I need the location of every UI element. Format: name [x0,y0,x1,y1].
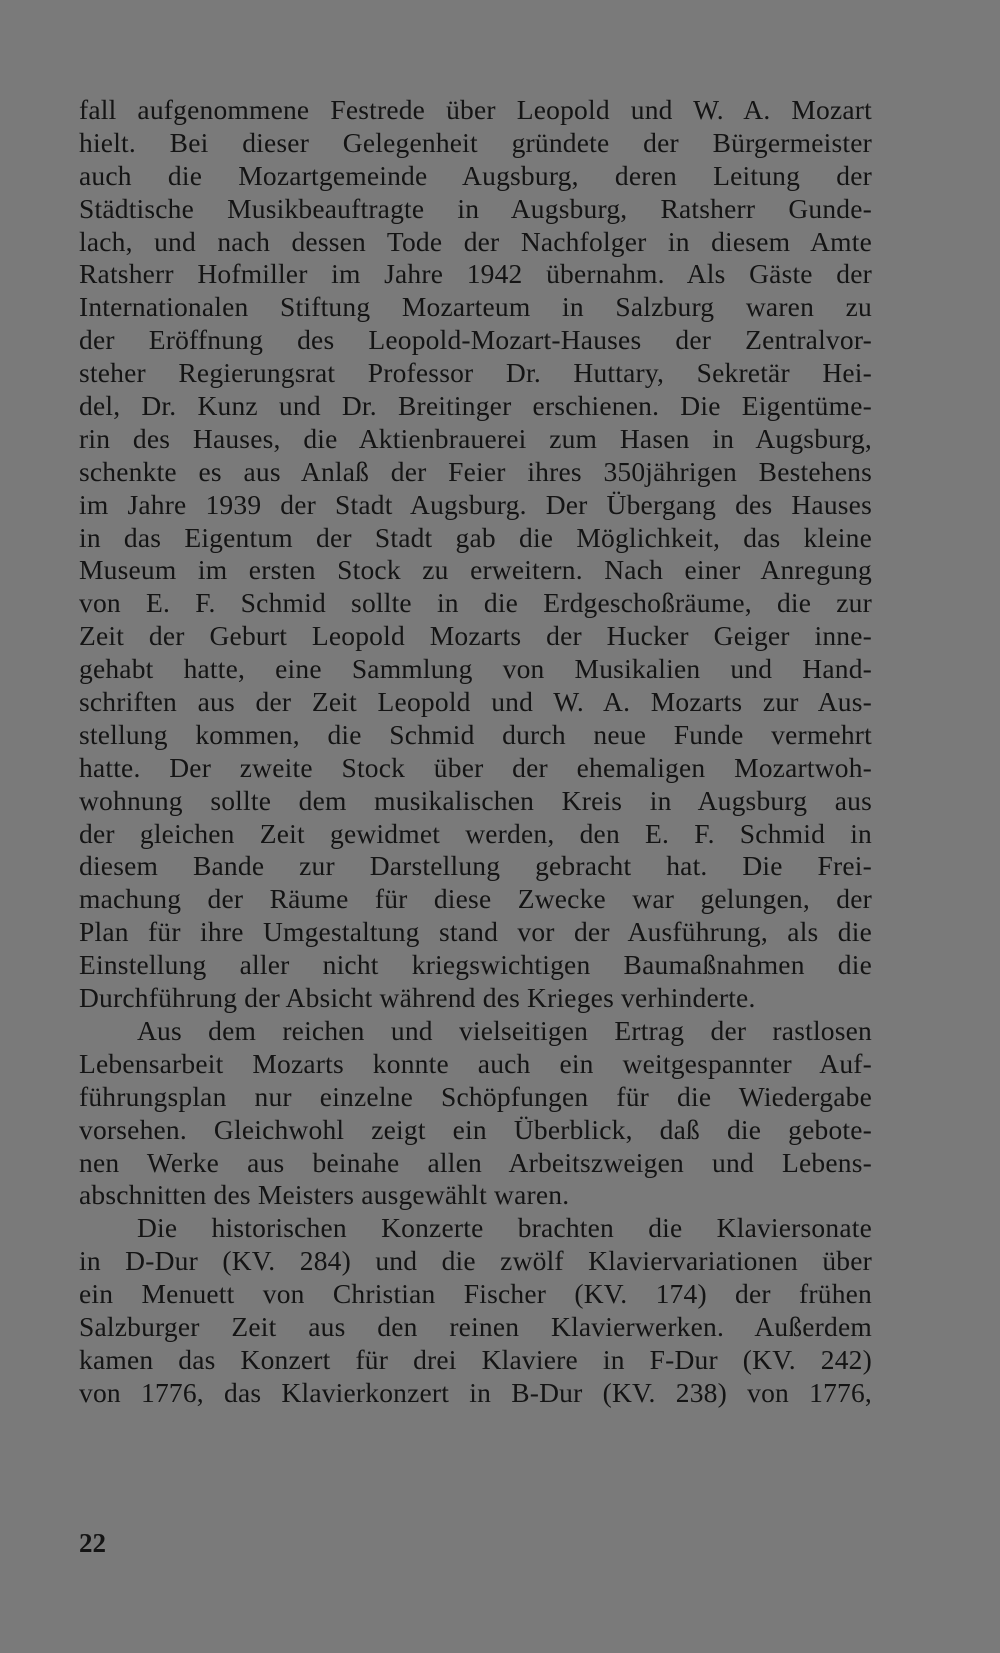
text-line: Durchführung der Absicht während des Krieges verhinderte. [79,982,756,1014]
text-line: der Eröffnung des Leopold-Mozart-Hauses der Zentralvor- [79,324,872,356]
text-line: hielt. Bei dieser Gelegenheit gründete der Bürgermeister [79,126,872,158]
text-line: lach, und nach dessen Tode der Nachfolger in diesem Amte [79,225,872,257]
text-line: steher Regierungsrat Professor Dr. Huttary, Sekretär Hei- [79,357,872,389]
text-line: schriften aus der Zeit Leopold und W. A. Mozarts zur Aus- [79,686,872,718]
text-line: del, Dr. Kunz und Dr. Breitinger erschienen. Die Eigentüme- [79,390,872,422]
text-line: kamen das Konzert für drei Klaviere in F-Dur (KV. 242) [79,1343,872,1375]
text-line: abschnitten des Meisters ausgewählt waren. [79,1179,570,1211]
text-line: von 1776, das Klavierkonzert in B-Dur (KV. 238) von 1776, [79,1376,872,1408]
text-line: Zeit der Geburt Leopold Mozarts der Hucker Geiger inne- [79,620,872,652]
text-line: nen Werke aus beinahe allen Arbeitszweigen und Lebens- [79,1146,872,1178]
text-line: Plan für ihre Umgestaltung stand vor der Ausführung, als die [79,916,872,948]
text-line: schenkte es aus Anlaß der Feier ihres 350jährigen Bestehens [79,455,872,487]
text-line: Ratsherr Hofmiller im Jahre 1942 übernahm. Als Gäste der [79,258,872,290]
text-line: der gleichen Zeit gewidmet werden, den E. F. Schmid in [79,817,872,849]
text-line: Internationalen Stiftung Mozarteum in Salzburg waren zu [79,291,872,323]
text-line: machung der Räume für diese Zwecke war gelungen, der [79,883,872,915]
text-line: führungsplan nur einzelne Schöpfungen für die Wiedergabe [79,1080,872,1112]
text-line: stellung kommen, die Schmid durch neue Funde vermehrt [79,718,872,750]
page-body [79,94,872,1410]
text-line: Salzburger Zeit aus den reinen Klavierwerken. Außerdem [79,1310,872,1342]
text-line: in das Eigentum der Stadt gab die Möglichkeit, das kleine [79,521,872,553]
text-line: hatte. Der zweite Stock über der ehemaligen Mozartwoh- [79,751,872,783]
text-line: Städtische Musikbeauftragte in Augsburg, Ratsherr Gunde- [79,192,872,224]
text-line: Lebensarbeit Mozarts konnte auch ein weitgespannter Auf- [79,1047,872,1079]
paragraph-first-line: Aus dem reichen und vielseitigen Ertrag der rastlosen [137,1014,872,1046]
text-line: Museum im ersten Stock zu erweitern. Nach einer Anregung [79,554,872,586]
page-number: 22 [79,1528,106,1558]
text-line: diesem Bande zur Darstellung gebracht hat. Die Frei- [79,850,872,882]
text-line: fall aufgenommene Festrede über Leopold und W. A. Mozart [79,94,872,125]
text-line: auch die Mozartgemeinde Augsburg, deren Leitung der [79,159,872,191]
text-line: Einstellung aller nicht kriegswichtigen Baumaßnahmen die [79,949,872,981]
text-line: ein Menuett von Christian Fischer (KV. 174) der frühen [79,1278,872,1310]
text-line: von E. F. Schmid sollte in die Erdgeschoßräume, die zur [79,587,872,619]
text-line: im Jahre 1939 der Stadt Augsburg. Der Übergang des Hauses [79,488,872,520]
paragraph-first-line: Die historischen Konzerte brachten die Klaviersonate [137,1212,872,1244]
text-line: rin des Hauses, die Aktienbrauerei zum Hasen in Augsburg, [79,422,872,454]
text-line: in D-Dur (KV. 284) und die zwölf Klaviervariationen über [79,1245,872,1277]
text-line: vorsehen. Gleichwohl zeigt ein Überblick, daß die gebote- [79,1113,872,1145]
text-line: wohnung sollte dem musikalischen Kreis in Augsburg aus [79,784,872,816]
text-line: gehabt hatte, eine Sammlung von Musikalien und Hand- [79,653,872,685]
